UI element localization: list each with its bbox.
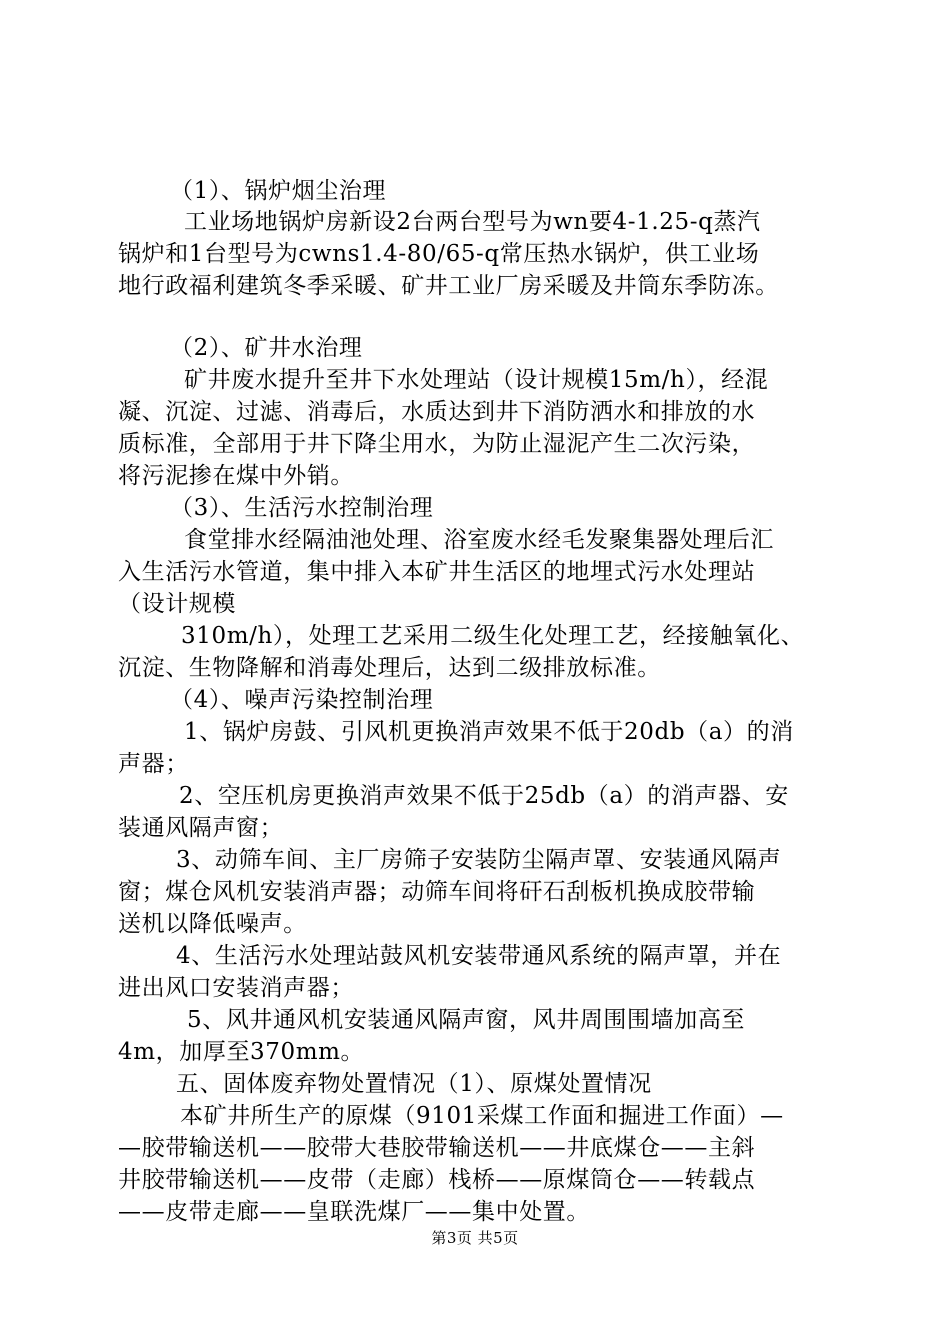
paragraph-line: 地行政福利建筑冬季采暖、矿井工业厂房采暖及井筒东季防冻。 xyxy=(118,273,779,299)
paragraph-line: 工业场地锅炉房新设2台两台型号为wn要4-1.25-q蒸汽 xyxy=(184,209,761,235)
list-item-line: 声器； xyxy=(118,751,189,777)
list-item-line: 1、锅炉房鼓、引风机更换消声效果不低于20db（a）的消 xyxy=(184,719,794,745)
paragraph-line: 凝、沉淀、过滤、消毒后，水质达到井下消防洒水和排放的水 xyxy=(118,399,756,425)
list-item-line: 窗；煤仓风机安装消声器；动筛车间将矸石刮板机换成胶带输 xyxy=(118,879,756,905)
paragraph-line: 锅炉和1台型号为cwns1.4-80/65-q常压热水锅炉，供工业场 xyxy=(118,241,760,267)
paragraph-line: 井胶带输送机——皮带（走廊）栈桥——原煤筒仓——转载点 xyxy=(118,1167,756,1193)
heading-boiler-dust: （1）、锅炉烟尘治理 xyxy=(170,178,387,204)
list-item-line: 5、风井通风机安装通风隔声窗，风井周围围墙加高至 xyxy=(187,1007,746,1033)
list-item-line: 3、动筛车间、主厂房筛子安装防尘隔声罩、安装通风隔声 xyxy=(176,847,782,873)
paragraph-line: 将污泥掺在煤中外销。 xyxy=(118,463,354,489)
heading-solid-waste: 五、固体废弃物处置情况（1）、原煤处置情况 xyxy=(176,1071,652,1097)
paragraph-line: 食堂排水经隔油池处理、浴室废水经毛发聚集器处理后汇 xyxy=(184,527,774,553)
heading-mine-water: （2）、矿井水治理 xyxy=(170,335,363,361)
paragraph-line: ——皮带走廊——皇联洗煤厂——集中处置。 xyxy=(118,1199,590,1225)
list-item-line: 2、空压机房更换消声效果不低于25db（a）的消声器、安 xyxy=(179,783,789,809)
paragraph-line: 矿井废水提升至井下水处理站（设计规模15m/h），经混 xyxy=(184,367,769,393)
paragraph-line: —胶带输送机——胶带大巷胶带输送机——井底煤仓——主斜 xyxy=(118,1135,756,1161)
paragraph-line: 质标准，全部用于井下降尘用水，为防止湿泥产生二次污染， xyxy=(118,431,756,457)
heading-domestic-sewage: （3）、生活污水控制治理 xyxy=(170,495,434,521)
list-item-line: 装通风隔声窗； xyxy=(118,815,284,841)
list-item-line: 4、生活污水处理站鼓风机安装带通风系统的隔声罩，并在 xyxy=(176,943,782,969)
list-item-line: 4m，加厚至370mm。 xyxy=(118,1039,365,1065)
paragraph-line: （设计规模 xyxy=(118,591,236,617)
paragraph-line: 本矿井所生产的原煤（9101采煤工作面和掘进工作面）— xyxy=(180,1103,784,1129)
paragraph-line: 沉淀、生物降解和消毒处理后，达到二级排放标准。 xyxy=(118,655,661,681)
list-item-line: 进出风口安装消声器； xyxy=(118,975,354,1001)
paragraph-line: 310m/h），处理工艺采用二级生化处理工艺，经接触氧化、 xyxy=(181,623,805,649)
page-number-footer: 第3页 共5页 xyxy=(431,1229,519,1247)
paragraph-line: 入生活污水管道，集中排入本矿井生活区的地埋式污水处理站 xyxy=(118,559,756,585)
heading-noise-control: （4）、噪声污染控制治理 xyxy=(170,687,434,713)
list-item-line: 送机以降低噪声。 xyxy=(118,911,307,937)
